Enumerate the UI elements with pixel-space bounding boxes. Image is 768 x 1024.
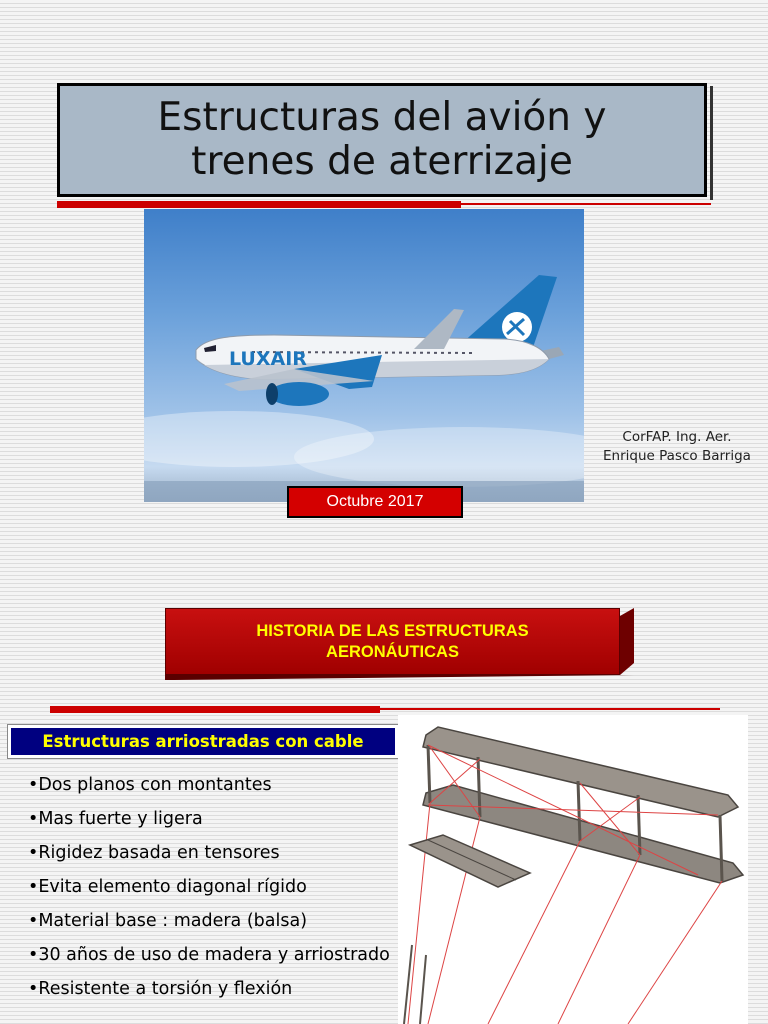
bullet-list [28, 775, 398, 1013]
airplane-photo [144, 209, 584, 502]
credit-line-2: Enrique Pasco Barriga [603, 448, 751, 464]
author-credit [586, 428, 768, 466]
date-badge [287, 486, 463, 518]
title-box [57, 83, 707, 197]
biplane-frame-illustration [398, 715, 748, 1024]
section-title-text: Estructuras arriostradas con cable [42, 732, 364, 751]
banner-3d-bottom [165, 675, 634, 680]
credit-line-1: CorFAP. Ing. Aer. [622, 429, 732, 445]
date-text: Octubre 2017 [326, 493, 424, 510]
airplane-illustration [144, 209, 584, 502]
airline-livery-text: LUXAIR [229, 348, 307, 370]
section-underline-thin [380, 708, 720, 710]
history-banner: HISTORIA DE LAS ESTRUCTURAS AERONÁUTICAS [165, 608, 620, 675]
section-title [8, 725, 398, 758]
title-shadow [710, 86, 713, 200]
bullet-item: •Dos planos con montantes [28, 775, 272, 795]
title-underline-thin [461, 203, 711, 205]
biplane-structure-diagram [398, 715, 748, 1024]
bullet-item: •Material base : madera (balsa) [28, 911, 308, 931]
page-title: Estructuras del avión y trenes de aterrizaje [157, 95, 607, 184]
bullet-item: •Mas fuerte y ligera [28, 809, 203, 829]
slide-2 [0, 575, 768, 1024]
bullet-item: •Evita elemento diagonal rígido [28, 877, 307, 897]
title-underline-thick [57, 201, 461, 208]
bullet-item: •Rigidez basada en tensores [28, 843, 280, 863]
bullet-item: •30 años de uso de madera y arriostrado [28, 945, 390, 965]
section-underline-thick [50, 706, 380, 713]
bullet-item: •Resistente a torsión y flexión [28, 979, 293, 999]
banner-3d-side [620, 608, 634, 675]
